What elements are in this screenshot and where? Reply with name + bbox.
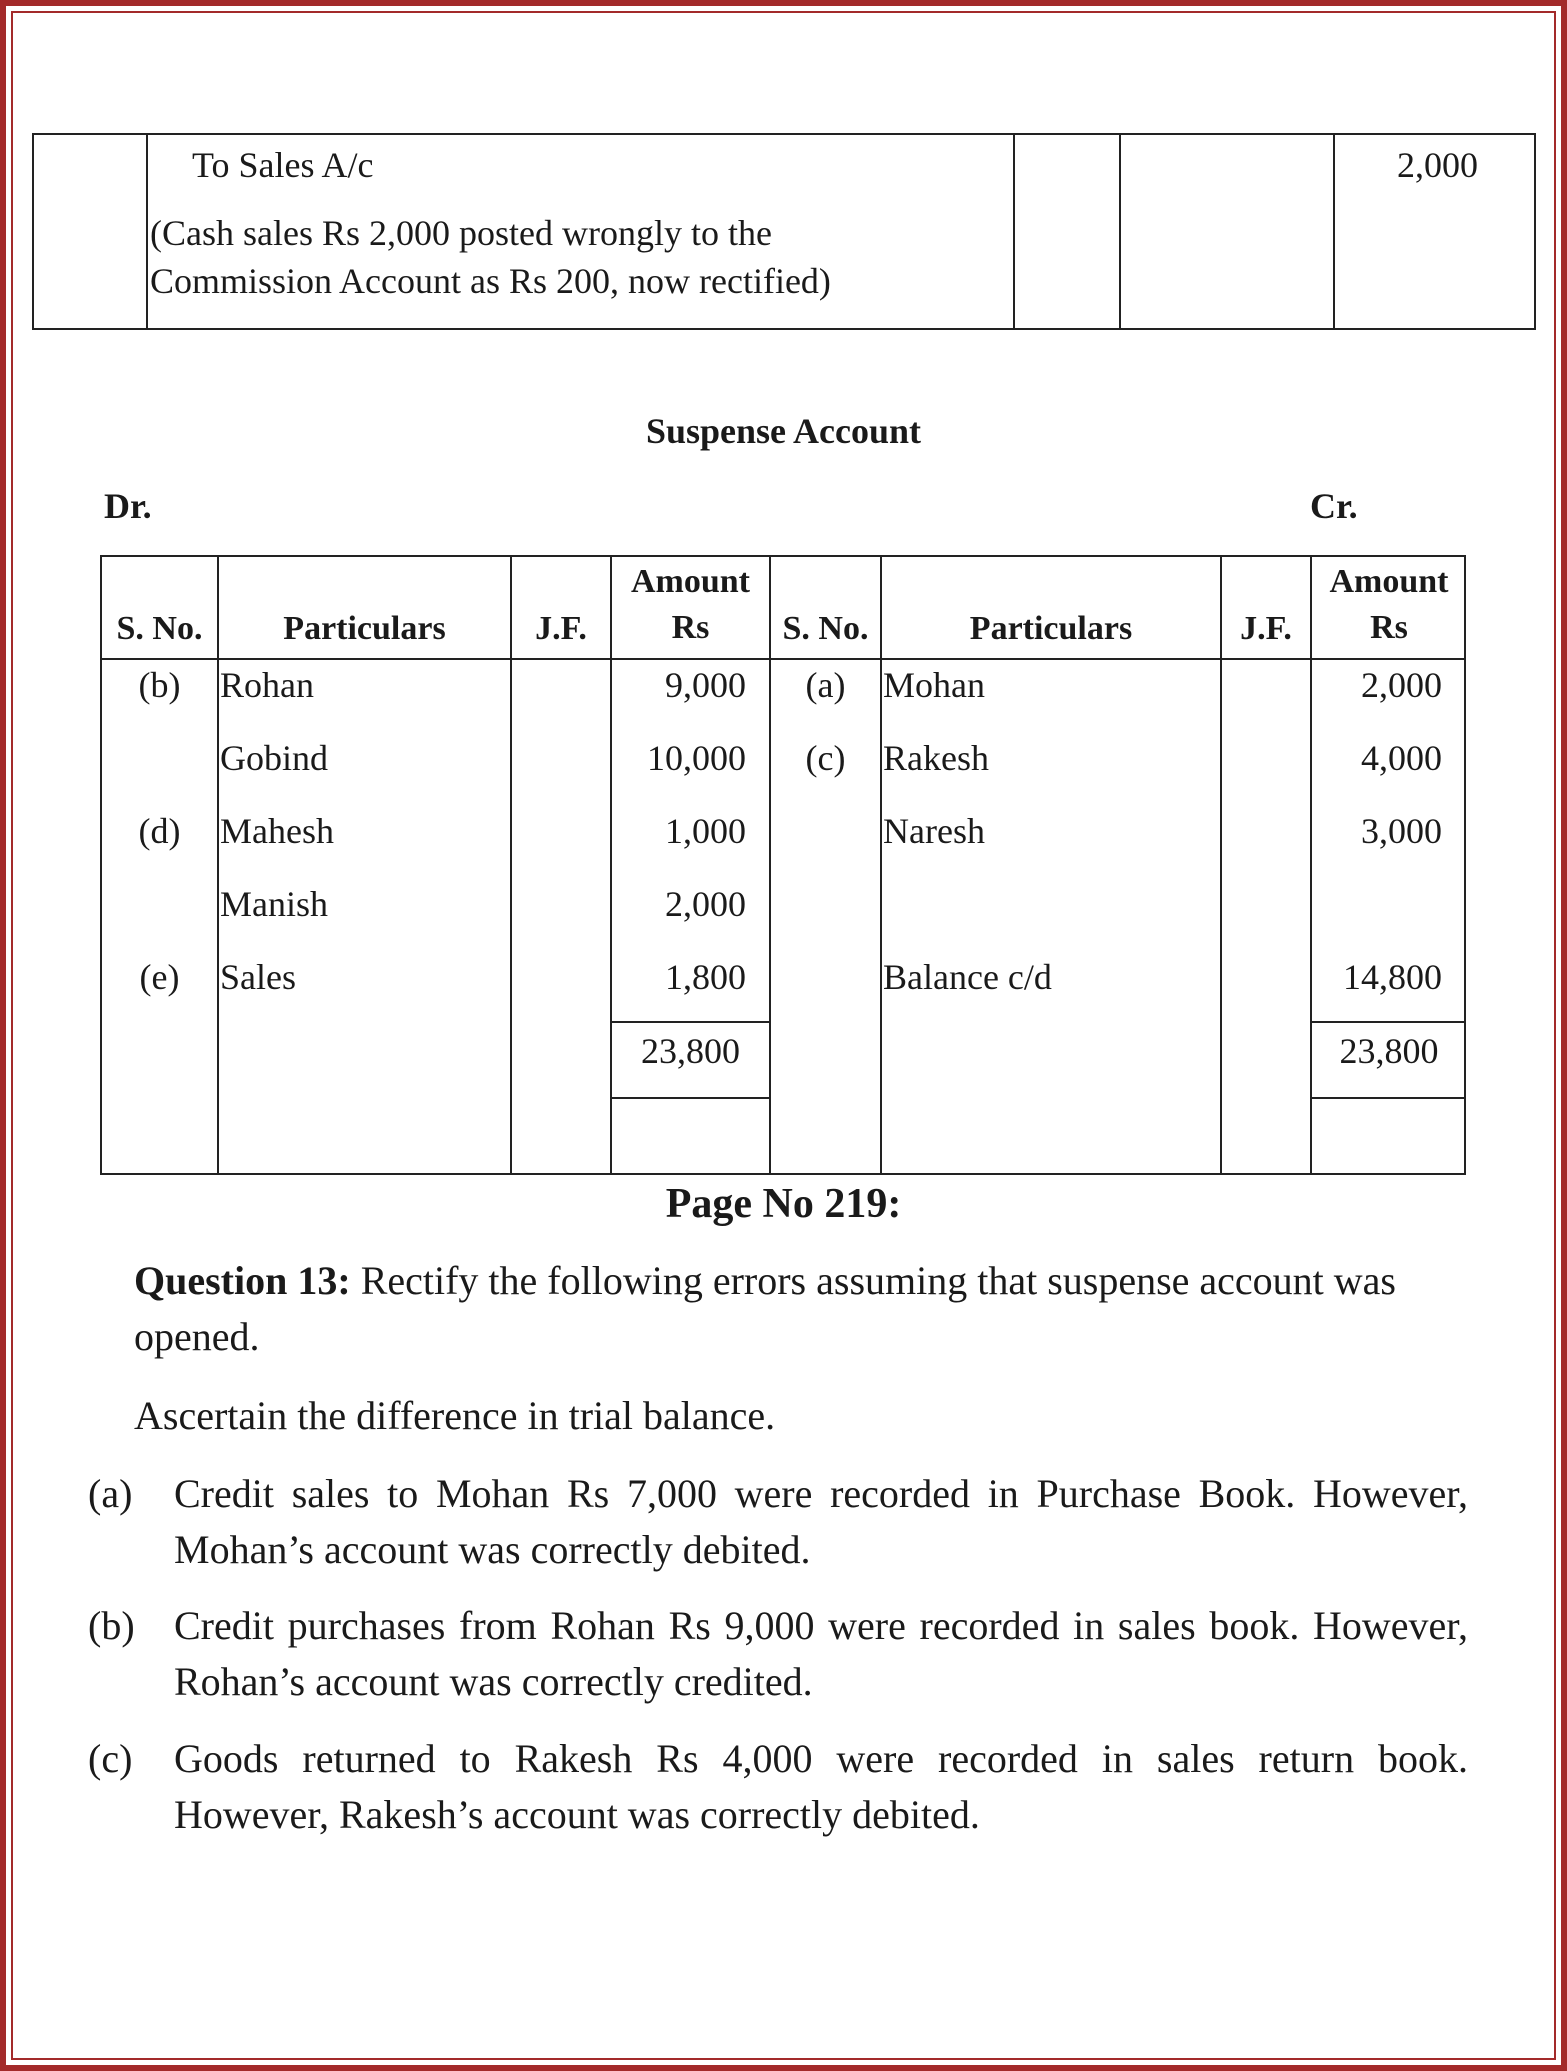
cr-header-rs-label: Rs (1370, 608, 1408, 646)
error-item-c (88, 1731, 1468, 1843)
cr-header-sno: S. No. (782, 610, 869, 647)
credit-particulars: Rakesh (883, 738, 989, 778)
debit-particulars: Mahesh (220, 811, 334, 851)
journal-debit-cell (1120, 134, 1334, 329)
suspense-account-title: Suspense Account (645, 411, 922, 451)
debit-amount: 1,000 (665, 811, 746, 851)
debit-sno: (e) (139, 957, 180, 997)
debit-amount: 10,000 (647, 738, 746, 778)
journal-credit-amount: 2,000 (1334, 134, 1535, 329)
credit-amount: 2,000 (1361, 665, 1442, 705)
debit-particulars: Rohan (220, 665, 314, 705)
credit-total: 23,800 (1339, 1031, 1439, 1071)
error-item-label: (a) (88, 1471, 133, 1516)
debit-sno: (b) (138, 665, 181, 705)
journal-row (33, 134, 1535, 329)
credit-total-rule-top (1312, 1021, 1466, 1023)
credit-particulars: Naresh (883, 811, 985, 851)
debit-amount: 9,000 (665, 665, 746, 705)
journal-to-line: To Sales A/c (192, 145, 374, 185)
error-item-label: (c) (88, 1736, 133, 1781)
dr-label: Dr. (104, 486, 152, 526)
question-label: Question 13: (134, 1258, 351, 1303)
error-item-text: Goods returned to Rakesh Rs 4,000 were recorded in sales return book. However, Rakesh’s account was correctly debited. (174, 1736, 1468, 1837)
credit-sno: (c) (805, 738, 846, 778)
dr-header-jf: J.F. (535, 610, 587, 647)
dr-header-amount-label: Amount (630, 562, 751, 600)
error-item-text: Credit sales to Mohan Rs 7,000 were recorded in Purchase Book. However, Mohan’s account was correctly debited. (174, 1471, 1468, 1572)
question-instruction: Ascertain the difference in trial balance. (134, 1393, 776, 1438)
journal-narration (150, 209, 1013, 305)
debit-amount: 2,000 (665, 884, 746, 924)
credit-particulars: Mohan (883, 665, 985, 705)
suspense-ledger (100, 555, 1466, 1175)
dr-header-sno: S. No. (116, 610, 203, 647)
debit-particulars: Sales (220, 957, 296, 997)
credit-particulars: Balance c/d (883, 957, 1052, 997)
dr-header-rs-label: Rs (671, 608, 710, 646)
error-item-text: Credit purchases from Rohan Rs 9,000 were recorded in sales book. However, Rohan’s account was correctly credited. (174, 1603, 1468, 1704)
credit-total-rule-bottom (1312, 1097, 1466, 1099)
credit-amount: 4,000 (1361, 738, 1442, 778)
journal-narration-line-2: Commission Account as Rs 200, now rectified) (150, 261, 831, 301)
cr-header-particulars: Particulars (969, 610, 1133, 647)
debit-amount: 1,800 (665, 957, 746, 997)
journal-lf-cell (1014, 134, 1120, 329)
debit-sno: (d) (138, 811, 181, 851)
credit-amount: 3,000 (1361, 811, 1442, 851)
journal-entry-table (32, 133, 1536, 330)
credit-amount: 14,800 (1343, 957, 1442, 997)
error-item-label: (b) (88, 1603, 135, 1648)
error-item-a (88, 1466, 1468, 1578)
credit-sno: (a) (805, 665, 846, 705)
error-item-b (88, 1598, 1468, 1710)
journal-narration-line-1: (Cash sales Rs 2,000 posted wrongly to the (150, 213, 772, 253)
cr-label: Cr. (1310, 486, 1358, 526)
debit-total: 23,800 (641, 1031, 740, 1071)
debit-particulars: Gobind (220, 738, 328, 778)
journal-date-cell (33, 134, 147, 329)
journal-particulars-cell (147, 134, 1014, 329)
cr-header-amount (1312, 557, 1466, 658)
cr-header-amount-label: Amount (1329, 562, 1449, 600)
dr-header-particulars: Particulars (283, 610, 446, 647)
page-number: Page No 219: (665, 1181, 902, 1227)
dr-header-amount (612, 557, 769, 658)
question-text: Rectify the following errors assuming that suspense account was opened. (134, 1258, 1396, 1359)
debit-total-rule-top (612, 1021, 769, 1023)
debit-particulars: Manish (220, 884, 328, 924)
ledger-header-rule (102, 658, 1464, 660)
debit-total-rule-bottom (612, 1097, 769, 1099)
cr-header-jf: J.F. (1240, 610, 1292, 647)
question-13 (134, 1253, 1454, 1365)
